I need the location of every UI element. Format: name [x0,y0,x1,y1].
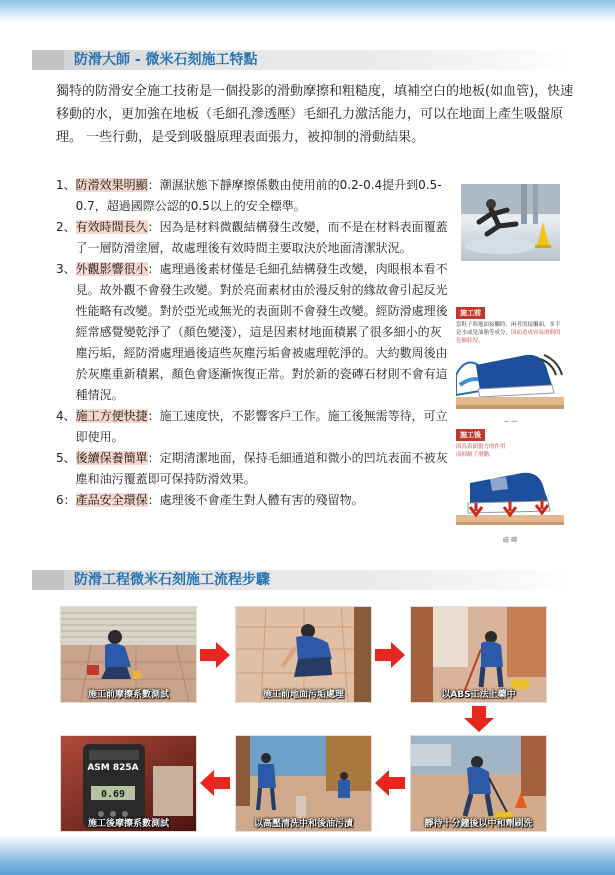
step-caption: 施工前摩擦系數測試 [87,690,169,700]
feature-sep: ： [147,451,160,465]
step-caption: 靜待十分鐘後以中和劑刷洗 [424,819,533,829]
feature-item [56,406,451,448]
slip-illustration [461,184,560,261]
after-treatment-panel [456,422,564,544]
feature-text: 處理後不會產生對人體有害的殘留物。 [159,493,364,507]
before-tag: 施工前 [456,307,485,319]
step-photo-1 [60,606,197,703]
tile-label: 磁 磚 [503,537,517,544]
top-decor-band [0,0,615,22]
feature-number: 5、 [56,451,76,465]
arrow-left-icon [375,768,405,798]
bottom-decor-band [0,835,615,875]
shoe-after-illustration [456,459,564,531]
feature-number: 6： [56,493,76,507]
arrow-down-icon [464,706,494,732]
shoe-before-illustration [456,345,564,415]
step-caption: 施工前地面污垢處理 [262,690,344,700]
feature-sep: ： [147,178,160,192]
section-header-features [32,50,578,70]
arrow-right-icon [200,640,230,670]
step-caption: 以高壓清洗中和後油污漬 [253,819,353,829]
section-title-process: 防滑工程微米石刻施工流程步驟 [74,572,270,588]
intro-paragraph: 獨特的防滑安全施工技術是一個投影的滑動摩擦和粗糙度，填補空白的地板(如血管)，快速移動的水，更加強在地板（毛細孔滲透壓）毛細孔力激活能力，可以在地面上產生吸盤原理。 一些行動，是受到吸盤原理表面張力，被抑制的滑動結果。 [56,84,574,145]
feature-heading: 防滑效果明顯 [75,178,148,192]
after-note-line2: 而抑制了滑動。 [456,452,495,458]
meter-brand: ASM 825A [87,763,139,773]
feature-heading: 施工方便快捷 [75,409,148,423]
before-note [456,321,564,345]
meter-reading: 0.69 [100,789,126,800]
header-marker [32,570,64,590]
before-note-warning: 因而造成容易滑倒的危險狀況。 [456,330,561,344]
step-caption: 施工後摩擦系數測試 [87,819,169,829]
arrow-right-icon [375,640,405,670]
section-header-process [32,570,578,590]
feature-sep: ： [147,409,160,423]
feature-number: 2、 [56,220,76,234]
feature-heading: 後續保養簡單 [75,451,148,465]
feature-heading: 產品安全環保 [75,493,148,507]
feature-list [56,175,451,511]
step-photo-6 [60,735,197,832]
feature-text: 處理過後素材僅是毛細孔結構發生改變，肉眼根本看不見。故外觀不會發生改變。對於亮面素材由於漫反射的緣故會引起反光性能略有改變。對於亞光或無光的表面則不會發生改變。經防滑處理後經常感覺變乾淨了（顏色變淺），這是因素材地面積累了很多細小的灰塵污垢，經防滑處理過後這些灰塵污垢會被處理乾淨的。大約數周後由於灰塵重新積累，顏色會逐漸恢復正常。對於新的瓷磚石材則不會有這種情況。 [75,262,448,402]
feature-text: 潮濕狀態下靜摩擦係數由使用前的0.2-0.4提升到0.5-0.7，超過國際公認的0.5以上的安全標準。 [75,178,442,213]
feature-number: 1、 [56,178,76,192]
feature-heading: 外觀影響很小 [75,262,148,276]
step-caption: 以ABS工法上藥中 [441,690,516,700]
after-tag: 施工後 [456,429,485,441]
feature-sep: ： [147,262,160,276]
feature-item [56,175,451,217]
step-photo-4 [410,735,547,832]
feature-item [56,259,451,406]
slipping-person-photo [461,184,560,261]
feature-text: 施工速度快，不影響客戶工作。施工後無需等待，可立即使用。 [75,409,448,444]
header-marker [32,50,64,70]
after-note-line1: 因為表面張力的作用 [456,444,506,450]
before-treatment-panel [456,300,564,428]
feature-item [56,448,451,490]
before-note-text: 當鞋子與地面接觸時，兩者的接觸面，多半是水或是油脂等成分， [456,322,561,336]
feature-item [56,217,451,259]
feature-text: 因為是材料微觀結構發生改變，而不是在材料表面覆蓋了一層防滑塗層，故處理後有效時間主要取決於地面清潔狀況。 [75,220,448,255]
feature-heading: 有效時間長久 [75,220,148,234]
arrow-left-icon [200,768,230,798]
section-title-features: 防滑大師 - 微米石刻施工特點 [74,52,258,68]
feature-text: 定期清潔地面，保持毛細通道和微小的凹坑表面不被灰塵和油污覆蓋即可保持防滑效果。 [75,451,448,486]
step-photo-2 [235,606,372,703]
feature-sep: ： [147,220,160,234]
after-note [456,443,564,459]
feature-number: 4、 [56,409,76,423]
step-photo-5 [235,735,372,832]
step-photo-3 [410,606,547,703]
feature-number: 3、 [56,262,76,276]
feature-item [56,490,451,511]
feature-sep: ： [147,493,160,507]
